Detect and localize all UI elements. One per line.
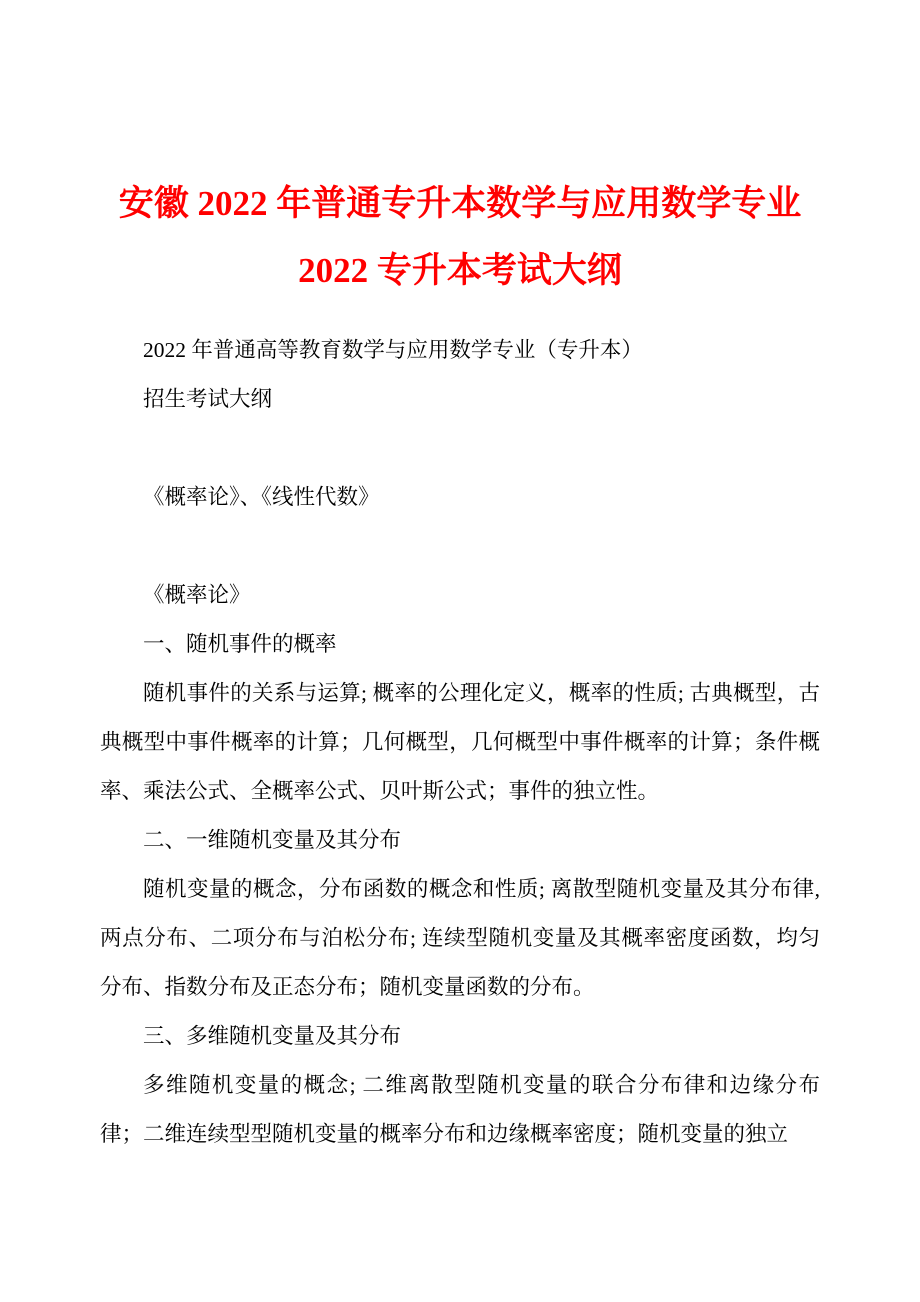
document-body	[100, 326, 820, 1159]
paragraph-body-1: 随机事件的关系与运算; 概率的公理化定义，概率的性质; 古典概型，古典概型中事件概率的计算；几何概型，几何概型中事件概率的计算；条件概率、乘法公式、全概率公式、贝叶斯公式；事件的独立性。	[100, 681, 820, 803]
paragraph-body-2: 随机变量的概念，分布函数的概念和性质; 离散型随机变量及其分布律, 两点分布、二项分布与泊松分布; 连续型随机变量及其概率密度函数，均匀分布、指数分布及正态分布；随机变量函数的分布。	[100, 877, 820, 999]
title-line-2: 2022 专升本考试大纲	[298, 251, 622, 290]
heading-2: 二、一维随机变量及其分布	[143, 828, 402, 852]
paragraph-subtitle-1: 2022 年普通高等教育数学与应用数学专业（专升本）	[143, 338, 643, 362]
paragraph-body-3: 多维随机变量的概念; 二维离散型随机变量的联合分布律和边缘分布律；二维连续型型随机变量的概率分布和边缘概率密度；随机变量的独立	[100, 1073, 820, 1146]
paragraph-section-title: 《概率论》	[143, 583, 251, 607]
paragraph-subtitle-2: 招生考试大纲	[143, 387, 273, 411]
title-line-1: 安徽 2022 年普通专升本数学与应用数学专业	[118, 184, 802, 223]
heading-1: 一、随机事件的概率	[143, 632, 337, 656]
document-title	[100, 170, 820, 304]
heading-3: 三、多维随机变量及其分布	[143, 1024, 402, 1048]
paragraph-subject-list: 《概率论》、《线性代数》	[143, 485, 380, 509]
